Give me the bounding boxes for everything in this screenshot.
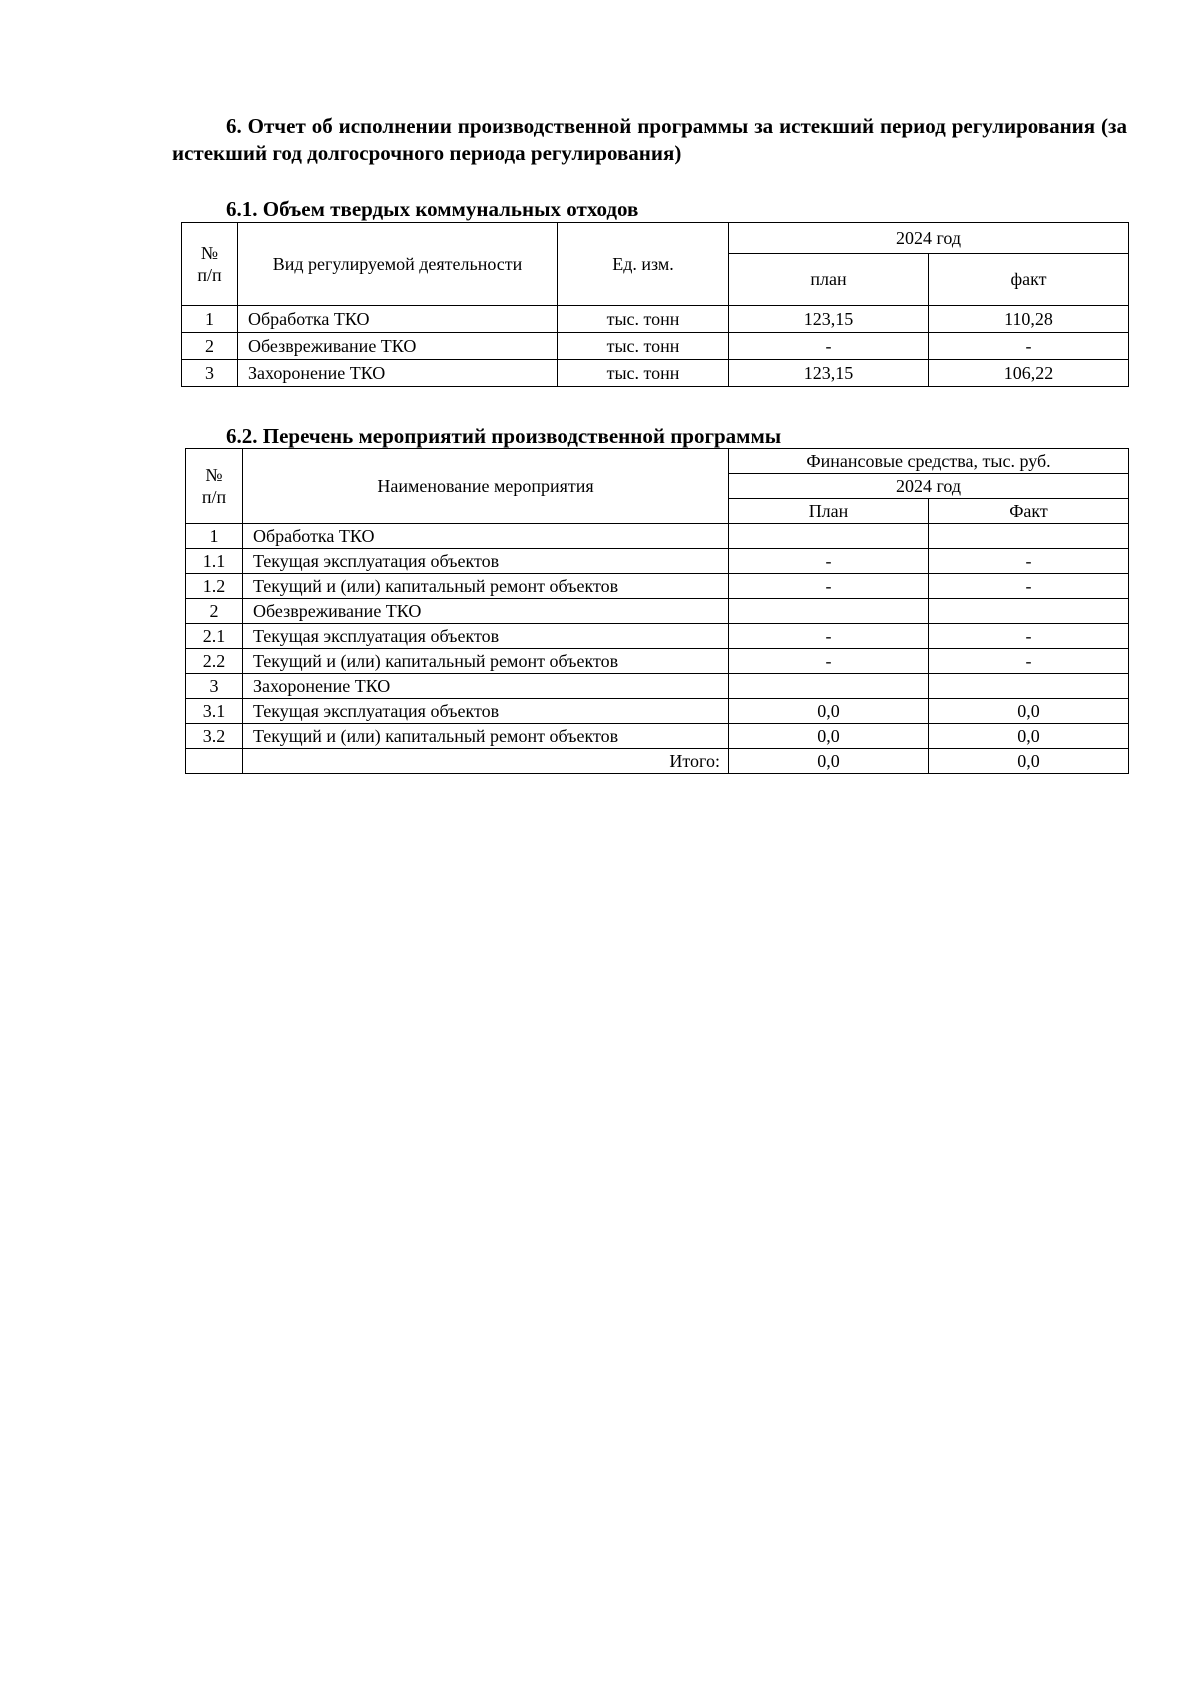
row-fact: 0,0 [929,699,1129,724]
row-activity: Обезвреживание ТКО [238,333,558,360]
header-fact: факт [929,254,1129,306]
row-num: 2.2 [186,649,243,674]
row-fact: - [929,649,1129,674]
total-row [186,749,1129,774]
row-plan: 0,0 [729,724,929,749]
header-activity: Вид регулируемой деятельности [238,223,558,306]
table-row [186,674,1129,699]
header-num-line2: п/п [201,487,227,507]
row-activity: Захоронение ТКО [238,360,558,387]
row-name: Текущая эксплуатация объектов [243,624,729,649]
subsection-title-measures: 6.2. Перечень мероприятий производственной программы [226,424,782,448]
header-finance: Финансовые средства, тыс. руб. [729,449,1129,474]
row-unit: тыс. тонн [558,360,729,387]
table-row [186,574,1129,599]
row-plan: - [729,649,929,674]
row-num: 1 [186,524,243,549]
table-row [186,549,1129,574]
table-row [182,333,1129,360]
row-fact: - [929,624,1129,649]
row-name: Захоронение ТКО [243,674,729,699]
table-row [186,624,1129,649]
row-plan: 123,15 [729,360,929,387]
row-name: Текущий и (или) капитальный ремонт объектов [243,574,729,599]
waste-volume-table [181,222,1129,387]
row-num: 3 [182,360,238,387]
row-plan: 123,15 [729,306,929,333]
row-num: 2.1 [186,624,243,649]
row-num: 1 [182,306,238,333]
measures-table [185,448,1129,774]
row-name: Текущий и (или) капитальный ремонт объектов [243,724,729,749]
row-fact [929,599,1129,624]
row-name: Обезвреживание ТКО [243,599,729,624]
row-plan [729,674,929,699]
header-plan: План [729,499,929,524]
header-unit: Ед. изм. [558,223,729,306]
row-fact: 0,0 [929,724,1129,749]
row-plan: - [729,574,929,599]
row-num: 1.2 [186,574,243,599]
header-name: Наименование мероприятия [243,449,729,524]
row-plan: - [729,333,929,360]
row-fact: 110,28 [929,306,1129,333]
row-num: 1.1 [186,549,243,574]
table-row [186,524,1129,549]
row-plan [729,524,929,549]
row-activity: Обработка ТКО [238,306,558,333]
row-fact: - [929,549,1129,574]
row-num: 2 [186,599,243,624]
table-row [186,649,1129,674]
row-num: 3.2 [186,724,243,749]
header-year: 2024 год [729,474,1129,499]
row-plan: - [729,624,929,649]
table-row [182,360,1129,387]
row-plan: - [729,549,929,574]
table-row [186,724,1129,749]
total-fact: 0,0 [929,749,1129,774]
row-num: 3 [186,674,243,699]
row-fact: - [929,574,1129,599]
row-plan [729,599,929,624]
subsection-title-volume: 6.1. Объем твердых коммунальных отходов [226,197,639,221]
section-heading: 6. Отчет об исполнении производственной программы за истекший период регулирования (за истекший год долгосрочного периода регулирования) [172,114,1127,165]
header-num-line2: п/п [197,265,222,285]
header-num-line1: № [200,243,219,263]
row-name: Обработка ТКО [243,524,729,549]
header-year: 2024 год [729,223,1129,254]
header-plan: план [729,254,929,306]
row-name: Текущий и (или) капитальный ремонт объектов [243,649,729,674]
header-num [182,223,238,306]
row-name: Текущая эксплуатация объектов [243,699,729,724]
header-num-line1: № [205,465,223,485]
table-row [182,306,1129,333]
table-row [186,599,1129,624]
header-fact: Факт [929,499,1129,524]
total-num-empty [186,749,243,774]
table-row [186,699,1129,724]
row-fact [929,674,1129,699]
total-plan: 0,0 [729,749,929,774]
row-fact: 106,22 [929,360,1129,387]
row-fact: - [929,333,1129,360]
row-unit: тыс. тонн [558,333,729,360]
row-unit: тыс. тонн [558,306,729,333]
row-plan: 0,0 [729,699,929,724]
total-label: Итого: [243,749,729,774]
row-num: 2 [182,333,238,360]
row-fact [929,524,1129,549]
row-num: 3.1 [186,699,243,724]
row-name: Текущая эксплуатация объектов [243,549,729,574]
header-num [186,449,243,524]
